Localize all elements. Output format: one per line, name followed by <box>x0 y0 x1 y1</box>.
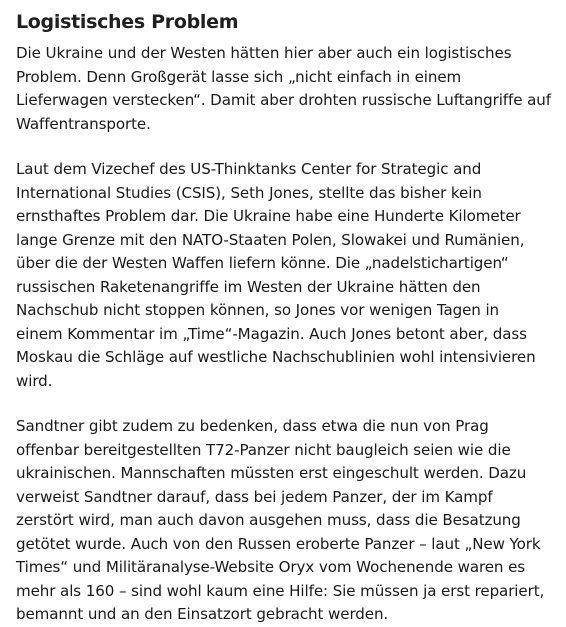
article-section <box>16 8 560 627</box>
paragraph-csis-jones: Laut dem Vizechef des US-Thinktanks Center for Strategic and International Studies (CSIS), Seth Jones, stellte das bisher kein ernsthaftes Problem dar. Die Ukraine habe eine Hunderte Kilometer lange Grenze mit den NATO-Staaten Polen, Slowakei und Rumänien, über die der Westen Waffen liefern könne. Die „nadelstichartigen“ russischen Raketenangriffe im Westen der Ukraine hätten den Nachschub nicht stoppen können, so Jones vor wenigen Tagen in einem Kommentar im „Time“-Magazin. Auch Jones betont aber, dass Moskau die Schläge auf westliche Nachschublinien wohl intensivieren wird. <box>16 160 536 390</box>
paragraph-sandtner-tanks: Sandtner gibt zudem zu bedenken, dass etwa die nun von Prag offenbar bereitgestellten T72-Panzer nicht baugleich seien wie die ukrainischen. Mannschaften müssten erst eingeschult werden. Dazu verweist Sandtner darauf, dass bei jedem Panzer, der im Kampf zerstört wird, man auch davon ausgehen muss, dass die Besatzung getötet wurde. Auch von den Russen eroberte Panzer – laut „New York Times“ und Militäranalyse-Website Oryx vom Wochenende waren es mehr als 160 – sind wohl kaum eine Hilfe: Sie müssen ja erst repariert, bemannt und an den Einsatzort gebracht werden. <box>16 417 545 623</box>
paragraph-logistics: Die Ukraine und der Westen hätten hier aber auch ein logistisches Problem. Denn Großgerät lasse sich „nicht einfach in einem Lieferwagen verstecken“. Damit aber drohten russische Luftangriffe auf Waffentransporte. <box>16 44 551 133</box>
section-heading: Logistisches Problem <box>16 11 239 33</box>
